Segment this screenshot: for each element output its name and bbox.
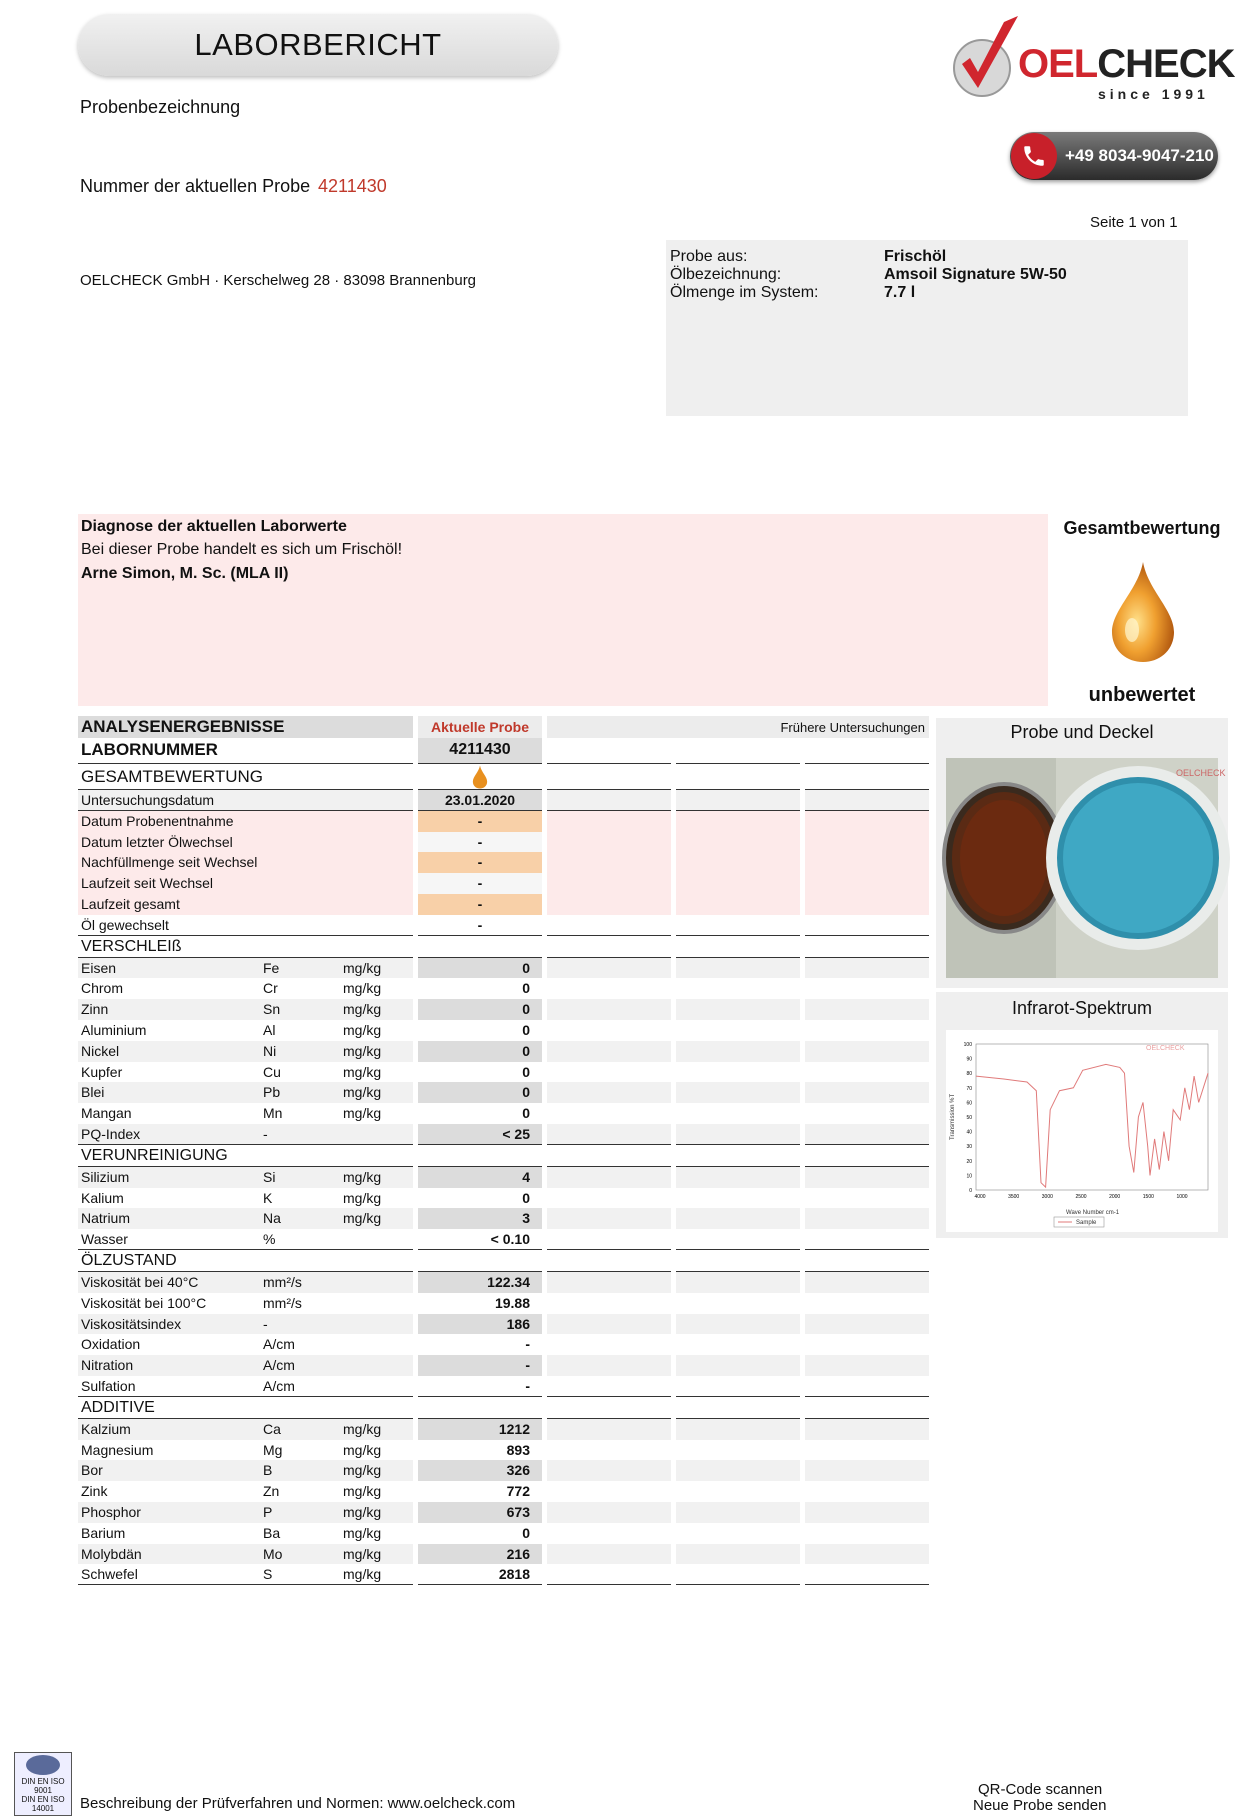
measurement-unit: mg/kg: [343, 1210, 382, 1227]
measurement-row: [78, 1440, 930, 1461]
measurement-unit: [343, 1314, 413, 1335]
phone-icon: [1011, 133, 1057, 179]
measurement-row: [78, 1419, 930, 1440]
ir-ytick-label: 40: [966, 1129, 972, 1136]
measurement-name: Aluminium: [81, 1021, 147, 1038]
measurement-name: Eisen: [78, 958, 413, 979]
ir-ytick-label: 0: [969, 1188, 972, 1194]
measurement-value: 0: [418, 1041, 542, 1062]
measurement-symbol: K: [263, 1189, 273, 1206]
measurement-row: [78, 1293, 930, 1314]
measurement-row: [78, 1272, 930, 1293]
measurement-unit: mg/kg: [343, 1441, 382, 1458]
oil-drop-icon: [1108, 560, 1178, 664]
measurement-unit: [343, 1272, 413, 1293]
phone-badge[interactable]: [1010, 132, 1218, 180]
ir-ytick-label: 100: [963, 1042, 972, 1048]
footer-procedures-text: Beschreibung der Prüfverfahren und Normen: www.oelcheck.com: [80, 1795, 516, 1812]
results-table: [78, 716, 930, 1585]
measurement-name: Nickel: [78, 1041, 413, 1062]
measurement-row: [78, 1167, 930, 1188]
measurement-unit: mg/kg: [343, 1566, 382, 1583]
date-row-label: Datum letzter Ölwechsel: [78, 832, 413, 853]
measurement-row: [78, 1460, 930, 1481]
checkmark-logo-icon: [948, 12, 1028, 102]
measurement-value: -: [525, 1336, 530, 1353]
ir-ytick-label: 80: [966, 1071, 972, 1078]
measurement-name: Viskosität bei 100°C: [81, 1294, 207, 1311]
measurement-name: Silizium: [78, 1167, 413, 1188]
measurement-symbol: Al: [263, 1021, 276, 1038]
date-row-value: -: [418, 915, 542, 936]
measurement-row: [78, 1020, 930, 1041]
measurement-unit: mg/kg: [343, 1105, 382, 1122]
ir-xtick-label: 3000: [1041, 1194, 1053, 1200]
measurement-row: [78, 1062, 930, 1083]
section-title-verunreinigung: [78, 1145, 930, 1167]
measurement-row: [78, 978, 930, 999]
measurement-symbol: Zn: [263, 1483, 280, 1500]
measurement-row: [78, 1334, 930, 1355]
date-row-value: -: [418, 873, 542, 894]
section-title: ÖLZUSTAND: [78, 1250, 413, 1272]
measurement-name: Kupfer: [81, 1063, 123, 1080]
measurement-symbol: Mg: [263, 1441, 283, 1458]
measurement-value: 0: [522, 980, 530, 997]
date-row: [78, 894, 930, 915]
sample-photo: [946, 758, 1226, 978]
measurement-value: -: [418, 1355, 542, 1376]
ir-xtick-label: 2000: [1109, 1194, 1121, 1200]
ir-xtick-label: 2500: [1075, 1194, 1087, 1200]
ir-ytick-label: 70: [966, 1085, 972, 1092]
measurement-unit: mg/kg: [343, 1420, 382, 1437]
measurement-row: [78, 1544, 930, 1565]
date-row: [78, 811, 930, 832]
results-header-row: [78, 716, 930, 738]
measurement-name: Blei: [78, 1082, 413, 1103]
measurement-unit: [343, 1124, 413, 1145]
oil-name-label: Ölbezeichnung:: [670, 266, 782, 283]
section-title: VERSCHLEIß: [78, 936, 413, 958]
measurement-row: [78, 1208, 930, 1229]
measurement-name: Molybdän: [78, 1544, 413, 1565]
results-header-label: ANALYSENERGEBNISSE: [78, 716, 413, 738]
sample-info-box: [666, 240, 1188, 416]
measurement-symbol: Na: [263, 1210, 281, 1227]
measurement-row: [78, 1523, 930, 1544]
ir-xtick-label: 1500: [1142, 1194, 1154, 1200]
measurement-name: Phosphor: [78, 1502, 413, 1523]
ir-ytick-label: 60: [966, 1100, 972, 1107]
date-row: [78, 832, 930, 853]
certification-seal-icon: [26, 1755, 60, 1775]
date-row: [78, 873, 930, 894]
measurement-name: Magnesium: [81, 1441, 154, 1458]
measurement-value: 1212: [418, 1419, 542, 1440]
measurement-row: [78, 1229, 930, 1250]
measurement-row: [78, 1481, 930, 1502]
measurement-unit: mg/kg: [343, 1483, 382, 1500]
date-row-label: Datum Probenentnahme: [78, 811, 413, 832]
measurement-value: 0: [522, 1524, 530, 1541]
measurement-name: Oxidation: [81, 1336, 141, 1353]
measurement-value: 4: [418, 1167, 542, 1188]
date-row: [78, 852, 930, 873]
measurement-symbol: Cr: [263, 980, 278, 997]
measurement-value: 0: [418, 999, 542, 1020]
measurement-symbol: S: [263, 1566, 273, 1583]
ir-watermark: OELCHECK: [1146, 1045, 1185, 1052]
section-title: ADDITIVE: [78, 1397, 413, 1419]
measurement-symbol: -: [263, 1315, 268, 1332]
measurement-symbol: A/cm: [263, 1377, 295, 1394]
measurement-unit: [343, 1334, 413, 1355]
diagnosis-text: Bei dieser Probe handelt es sich um Frischöl!: [81, 541, 403, 558]
measurement-symbol: Ni: [263, 1042, 277, 1059]
section-title: VERUNREINIGUNG: [78, 1145, 413, 1167]
measurement-symbol: A/cm: [263, 1336, 295, 1353]
measurement-unit: [343, 1355, 413, 1376]
measurement-unit: [343, 1229, 413, 1250]
measurement-name: Kalium: [81, 1189, 124, 1206]
date-row-label: Laufzeit seit Wechsel: [78, 873, 413, 894]
measurement-value: 0: [418, 958, 542, 979]
date-row-label: Laufzeit gesamt: [78, 894, 413, 915]
small-oil-drop-icon: [418, 764, 542, 790]
measurement-name: Kalzium: [78, 1419, 413, 1440]
overall-rating-label: GESAMTBEWERTUNG: [78, 764, 413, 790]
measurement-value: 326: [418, 1460, 542, 1481]
ir-spectrum-title: Infrarot-Spektrum: [1011, 998, 1153, 1018]
date-row: [78, 790, 930, 811]
measurement-name: Viskosität bei 40°C: [78, 1272, 413, 1293]
overall-rating-row: [78, 764, 930, 790]
measurement-symbol: %: [263, 1231, 276, 1248]
company-address: OELCHECK GmbH · Kerschelweg 28 · 83098 Brannenburg: [80, 272, 477, 289]
report-title: [78, 14, 558, 76]
measurement-name: Schwefel: [78, 1564, 413, 1585]
ir-legend-label: Sample: [1076, 1220, 1097, 1226]
measurement-value: 673: [418, 1502, 542, 1523]
sample-source-value: Frischöl: [884, 248, 947, 265]
measurement-unit: [343, 1293, 413, 1314]
measurement-unit: mg/kg: [343, 1545, 382, 1562]
ir-ytick-label: 10: [966, 1173, 972, 1180]
ir-ytick-label: 30: [966, 1144, 972, 1151]
measurement-unit: mg/kg: [343, 1001, 382, 1018]
diagnosis-box: [78, 514, 1048, 706]
groups-block: [78, 936, 930, 1586]
measurement-symbol: Sn: [263, 1001, 281, 1018]
previous-tests-header: Frühere Untersuchungen: [547, 716, 929, 738]
measurement-name: Natrium: [78, 1208, 413, 1229]
section-title-oelzustand: [78, 1250, 930, 1272]
measurement-unit: mg/kg: [343, 1168, 382, 1185]
photo-watermark: OELCHECK: [1176, 768, 1226, 778]
measurement-row: [78, 1082, 930, 1103]
measurement-unit: [343, 1376, 413, 1397]
date-row-value: -: [418, 832, 542, 853]
measurement-symbol: -: [263, 1125, 268, 1142]
measurement-value: 186: [418, 1314, 542, 1335]
measurement-row: [78, 1188, 930, 1209]
date-row-label: Öl gewechselt: [78, 915, 413, 936]
oelcheck-logo: [948, 12, 1235, 102]
measurement-symbol: A/cm: [263, 1357, 295, 1374]
diagnosis-title: Diagnose der aktuellen Laborwerte: [81, 518, 347, 535]
measurement-name: Bor: [78, 1460, 413, 1481]
dates-block: [78, 790, 930, 936]
measurement-unit: mg/kg: [343, 980, 382, 997]
measurement-name: Zink: [81, 1483, 108, 1500]
measurement-row: [78, 1103, 930, 1124]
measurement-unit: mg/kg: [343, 1462, 382, 1479]
measurement-value: 893: [506, 1441, 530, 1458]
measurement-value: 122.34: [418, 1272, 542, 1293]
diagnosis-author: Arne Simon, M. Sc. (MLA II): [81, 565, 289, 582]
measurement-value: 772: [506, 1483, 530, 1500]
measurement-row: [78, 1314, 930, 1335]
measurement-symbol: B: [263, 1462, 273, 1479]
measurement-value: 0: [522, 1021, 530, 1038]
qr-instruction-line1: QR-Code scannen: [978, 1781, 1103, 1798]
measurement-name: Zinn: [78, 999, 413, 1020]
iso-certification-badge: DIN EN ISO 9001 DIN EN ISO 14001: [14, 1752, 72, 1816]
measurement-row: [78, 958, 930, 979]
sample-photo-title: Probe und Deckel: [1010, 722, 1154, 742]
measurement-value: 0: [418, 1082, 542, 1103]
logo-wordmark: OELCHECK: [1018, 42, 1235, 86]
measurement-symbol: Si: [263, 1168, 276, 1185]
section-title-additive: [78, 1397, 930, 1419]
ir-ytick-label: 50: [966, 1115, 972, 1121]
measurement-value: 216: [418, 1544, 542, 1565]
measurement-value: 19.88: [494, 1294, 530, 1311]
date-row-value: 23.01.2020: [418, 790, 542, 811]
measurement-symbol: Mo: [263, 1545, 283, 1562]
measurement-unit: mg/kg: [343, 1021, 382, 1038]
ir-ytick-label: 20: [966, 1158, 972, 1165]
measurement-value: 0: [522, 1063, 530, 1080]
measurement-value: 3: [418, 1208, 542, 1229]
measurement-unit: mg/kg: [343, 1524, 382, 1541]
measurement-row: [78, 1355, 930, 1376]
measurement-value: 0: [522, 1105, 530, 1122]
page-indicator: Seite 1 von 1: [1090, 214, 1178, 231]
lab-number-label: LABORNUMMER: [78, 738, 413, 764]
measurement-row: [78, 1124, 930, 1145]
current-sample-header: Aktuelle Probe: [418, 716, 542, 738]
ir-spectrum-chart: [946, 1030, 1218, 1232]
measurement-unit: mg/kg: [343, 1063, 382, 1080]
ir-ytick-label: 90: [966, 1056, 972, 1063]
logo-since: since 1991: [1098, 86, 1209, 102]
date-row-value: -: [418, 894, 542, 915]
date-row: [78, 915, 930, 936]
measurement-value: -: [418, 1376, 542, 1397]
measurement-symbol: Ca: [263, 1420, 281, 1437]
overall-rating-status: unbewertet: [1088, 684, 1196, 706]
sample-designation-label: Probenbezeichnung: [80, 97, 241, 117]
ir-xtick-label: 4000: [974, 1194, 986, 1200]
ir-xtick-label: 3500: [1008, 1194, 1020, 1200]
sample-number-label: Nummer der aktuellen Probe: [80, 176, 311, 196]
sample-number-value: 4211430: [318, 176, 387, 196]
ir-spectrum-curve: [976, 1064, 1208, 1187]
measurement-row: [78, 1502, 930, 1523]
measurement-row: [78, 999, 930, 1020]
measurement-symbol: mm²/s: [263, 1273, 302, 1290]
measurement-symbol: Fe: [263, 959, 280, 976]
measurement-unit: mg/kg: [343, 1084, 382, 1101]
measurement-value: 0: [522, 1189, 530, 1206]
measurement-symbol: P: [263, 1503, 273, 1520]
measurement-symbol: mm²/s: [263, 1294, 302, 1311]
oil-volume-value: 7.7 l: [884, 284, 916, 301]
ir-xlabel: Wave Number cm-1: [1066, 1210, 1120, 1216]
ir-xtick-label: 1000: [1176, 1194, 1188, 1200]
date-row-value: -: [418, 811, 542, 832]
ir-spectrum-panel: [936, 992, 1228, 1238]
qr-instruction-line2: Neue Probe senden: [973, 1797, 1107, 1814]
measurement-row: [78, 1376, 930, 1397]
measurement-name: Chrom: [81, 980, 124, 997]
ir-ylabel: Transmission %T: [950, 1093, 956, 1140]
ir-plot-frame: [976, 1044, 1208, 1190]
report-title-text: LABORBERICHT: [194, 27, 442, 62]
measurement-symbol: Ba: [263, 1524, 281, 1541]
date-row-label: Nachfüllmenge seit Wechsel: [78, 852, 413, 873]
oil-volume-label: Ölmenge im System:: [670, 284, 819, 301]
measurement-name: Nitration: [78, 1355, 413, 1376]
measurement-unit: mg/kg: [343, 1189, 382, 1206]
phone-number: +49 8034-9047-210: [1065, 146, 1214, 165]
sample-source-label: Probe aus:: [670, 248, 748, 265]
lab-number-value: 4211430: [418, 738, 542, 764]
measurement-symbol: Pb: [263, 1084, 281, 1101]
oil-name-value: Amsoil Signature 5W-50: [884, 266, 1067, 283]
sample-photo-panel: [936, 718, 1228, 988]
lab-number-row: [78, 738, 930, 764]
measurement-value: < 0.10: [418, 1229, 542, 1250]
measurement-value: < 25: [418, 1124, 542, 1145]
measurement-name: Mangan: [81, 1105, 132, 1122]
measurement-unit: mg/kg: [343, 959, 382, 976]
measurement-name: PQ-Index: [78, 1124, 413, 1145]
measurement-name: Barium: [81, 1524, 126, 1541]
measurement-name: Wasser: [78, 1229, 413, 1250]
measurement-unit: mg/kg: [343, 1042, 382, 1059]
measurement-unit: mg/kg: [343, 1503, 382, 1520]
date-row-label: Untersuchungsdatum: [78, 790, 413, 811]
measurement-row: [78, 1041, 930, 1062]
measurement-row: [78, 1564, 930, 1585]
section-title-verschleiss: [78, 936, 930, 958]
measurement-symbol: Cu: [263, 1063, 281, 1080]
measurement-value: 2818: [418, 1564, 542, 1585]
overall-rating-title: Gesamtbewertung: [1063, 518, 1221, 538]
measurement-name: Viskositätsindex: [78, 1314, 413, 1335]
date-row-value: -: [418, 852, 542, 873]
measurement-symbol: Mn: [263, 1105, 283, 1122]
measurement-name: Sulfation: [78, 1376, 413, 1397]
